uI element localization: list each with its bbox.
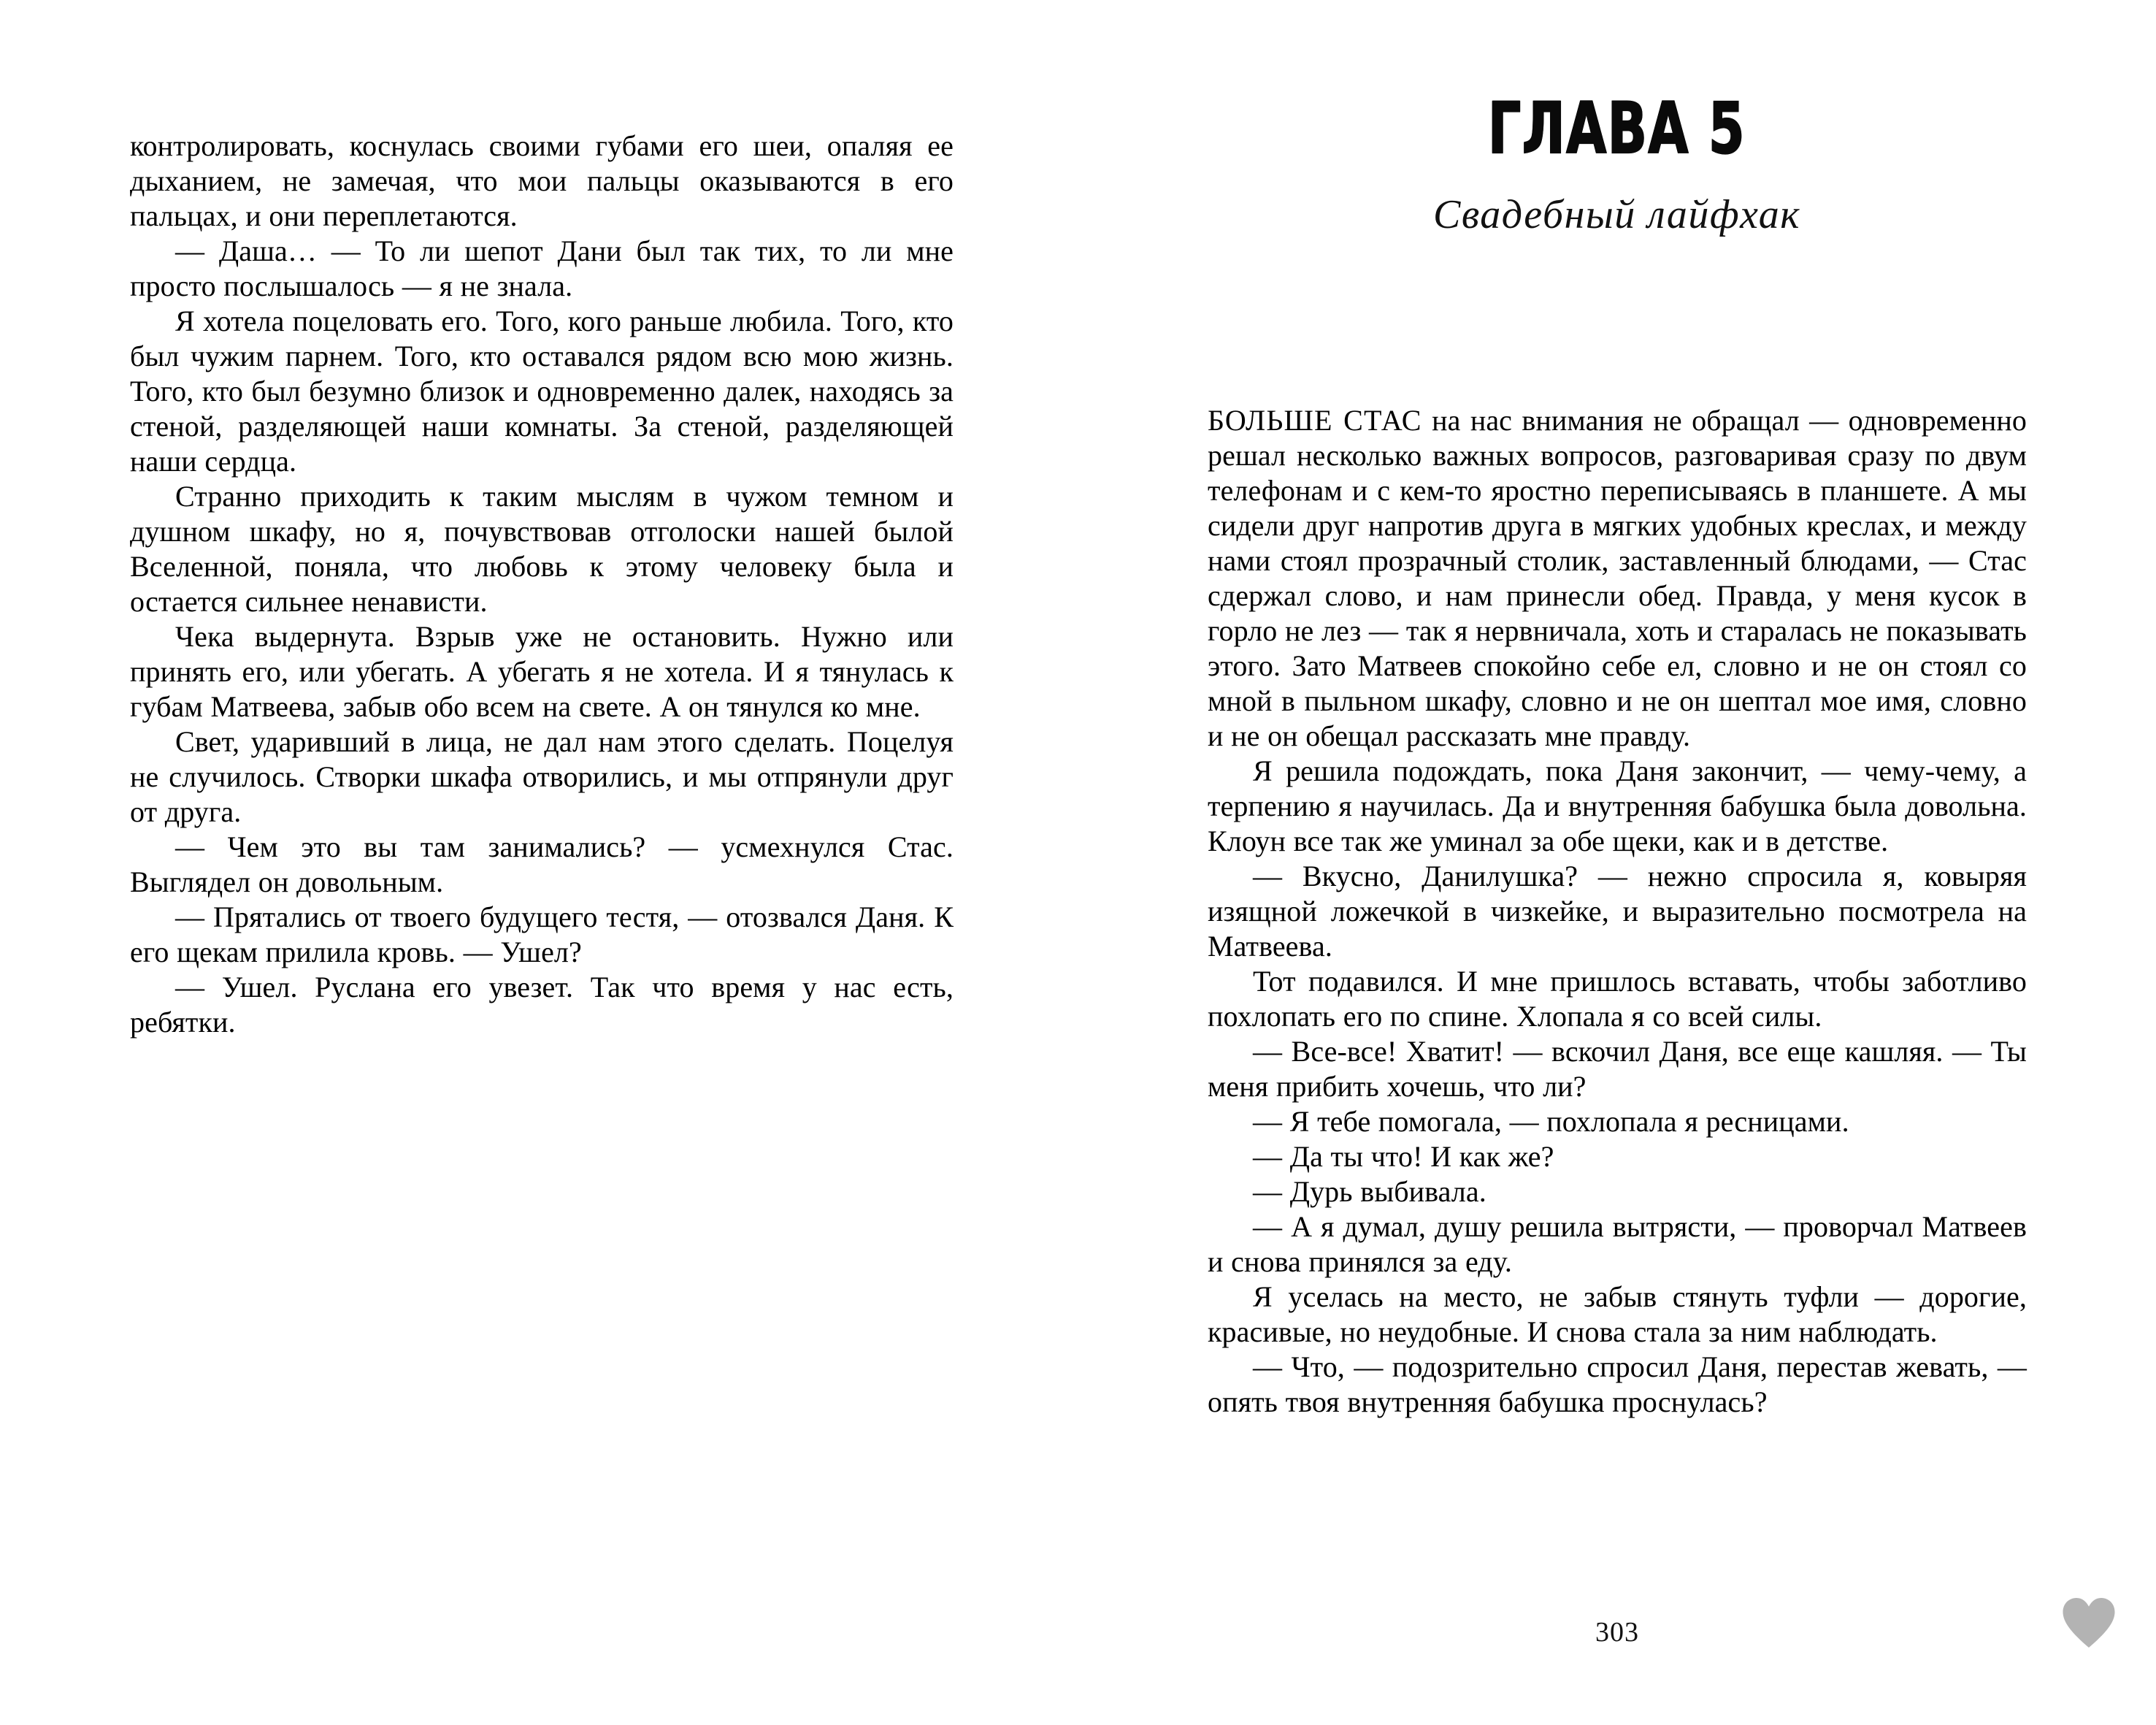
paragraph: — Чем это вы там занимались? — усмехнулся Стас. Выглядел он довольным. <box>130 830 954 898</box>
paragraph: — Вкусно, Данилушка? — нежно спросила я, ковыряя изящной ложечкой в чизкейке, и выразительно посмотрела на Матвеева. <box>1208 860 2027 963</box>
paragraph: — Прятались от твоего будущего тестя, — отозвался Даня. К его щекам прилила кровь. — Ушел? <box>130 900 954 968</box>
paragraph: Свет, ударивший в лица, не дал нам этого сделать. Поцелуя не случилось. Створки шкафа отворились, и мы отпрянули друг от друга. <box>130 725 954 828</box>
paragraph: — Даша… — То ли шепот Дани был так тих, то ли мне просто послышалось — я не знала. <box>130 234 954 302</box>
paragraph: — Я тебе помогала, — похлопала я ресницами. <box>1253 1105 1849 1138</box>
paragraph: Я уселась на место, не забыв стянуть туфли — дорогие, красивые, но неудобные. И снова стала за ним наблюдать. <box>1208 1280 2027 1348</box>
chapter-subtitle: Свадебный лайфхак <box>1433 192 1800 237</box>
paragraph: — Да ты что! И как же? <box>1253 1140 1554 1173</box>
paragraph: Я решила подождать, пока Даня закончит, — чему-чему, а терпению я научилась. Да и внутренняя бабушка была довольна. Клоун все так же уминал за обе щеки, как и в детстве. <box>1208 754 2027 857</box>
right-text-column <box>1208 403 2027 1420</box>
opening-small-caps: БОЛЬШЕ СТАС <box>1208 404 1422 437</box>
paragraph-opening <box>1208 403 2027 754</box>
paragraph: Тот подавился. И мне пришлось вставать, чтобы заботливо похлопать его по спине. Хлопала я со всей силы. <box>1208 965 2027 1033</box>
chapter-heading <box>1078 0 2156 238</box>
paragraph: — Все-все! Хватит! — вскочил Даня, все еще кашляя. — Ты меня прибить хочешь, что ли? <box>1208 1035 2027 1103</box>
paragraph: Я хотела поцеловать его. Того, кого раньше любила. Того, кто был чужим парнем. Того, кто оставался рядом всю мою жизнь. Того, кто был безумно близок и одновременно далек, находясь за стеной, разделяющей наши комнаты. За стеной, разделяющей наши сердца. <box>130 305 954 478</box>
paragraph: Странно приходить к таким мыслям в чужом темном и душном шкафу, но я, почувствовав отголоски нашей былой Вселенной, поняла, что любовь к этому человеку была и остается сильнее ненависти. <box>130 480 954 618</box>
paragraph: — Ушел. Руслана его увезет. Так что время у нас есть, ребятки. <box>130 971 954 1039</box>
page-number: 303 <box>1595 1617 1639 1648</box>
paragraph: контролировать, коснулась своими губами его шеи, опаляя ее дыханием, не замечая, что мои пальцы оказываются в его пальцах, и они переплетаются. <box>130 129 954 232</box>
paragraph: — Дурь выбивала. <box>1253 1175 1486 1208</box>
chapter-title: ГЛАВА 5 <box>1488 88 1746 169</box>
heart-icon <box>2062 1596 2116 1649</box>
paragraph: — Что, — подозрительно спросил Даня, перестав жевать, — опять твоя внутренняя бабушка проснулась? <box>1208 1350 2027 1418</box>
paragraph: Чека выдернута. Взрыв уже не остановить. Нужно или принять его, или убегать. А убегать я не хотела. И я тянулась к губам Матвеева, забыв обо всем на свете. А он тянулся ко мне. <box>130 620 954 723</box>
left-text-column <box>130 129 954 1040</box>
paragraph: — А я думал, душу решила вытрясти, — проворчал Матвеев и снова принялся за еду. <box>1208 1210 2027 1278</box>
paragraph-body: на нас внимания не обращал — одновременно решал несколько важных вопросов, разговаривая сразу по двум телефонам и с кем-то яростно переписываясь в планшете. А мы сидели друг напротив друга в мягких удобных креслах, и между нами стоял прозрачный столик, заставленный блюдами, — Стас сдержал слово, и нам принесли обед. Правда, у меня кусок в горло не лез — так я нервничала, хоть и старалась не показывать этого. Зато Матвеев спокойно себе ел, словно и не он стоял со мной в пыльном шкафу, словно и не он шептал мое имя, словно и не он обещал рассказать мне правду. <box>1208 404 2027 752</box>
